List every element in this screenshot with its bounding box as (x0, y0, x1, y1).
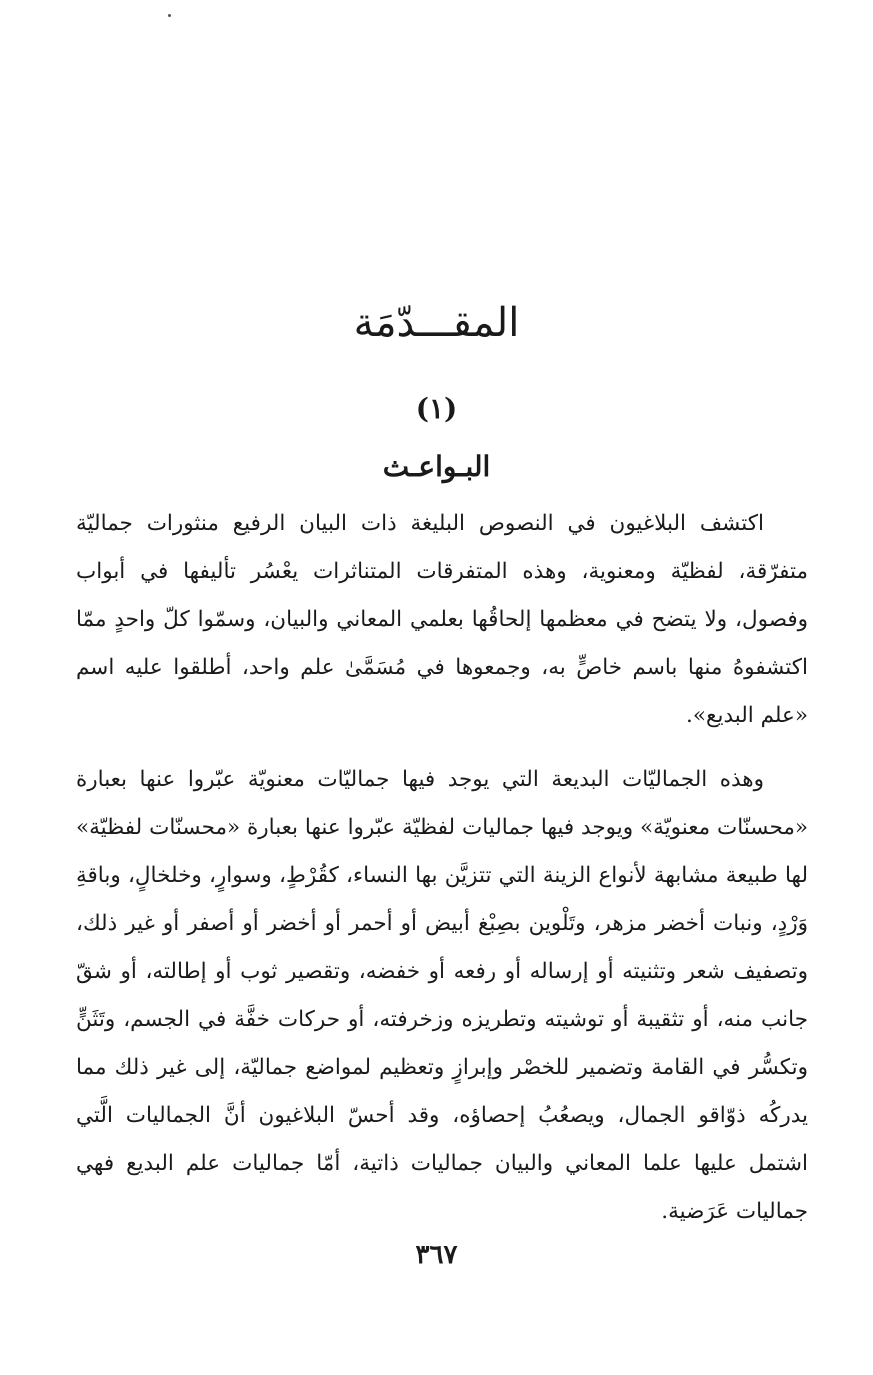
body-text (76, 500, 808, 1236)
page-number: ٣٦٧ (415, 1240, 458, 1270)
corner-dot (168, 14, 171, 17)
section-title: البـواعـث (382, 450, 491, 483)
section-number: (١) (415, 392, 458, 425)
chapter-title: المقـــدّمَة (353, 300, 520, 346)
paragraph-2: وهذه الجماليّات البديعة التي يوجد فيها جماليّات معنويّة عبّروا عنها بعبارة «محسنّات معنويّة» ويوجد فيها جماليات لفظيّة عبّروا عنها بعبارة «محسنّات لفظيّة» لها طبيعة مشابهة لأنواع الزينة التي تتزيَّن بها النساء، كقُرْطٍ، وسوارٍ، وخلخالٍ، وباقةِ وَرْدٍ، ونبات أخضر مزهر، وتَلْوين بصِبْغ أبيض أو أحمر أو أخضر أو أصفر أو غير ذلك، وتصفيف شعر وتثنيته أو إرساله أو رفعه أو خفضه، وتقصير ثوب أو إطالته، أو شقّ جانب منه، أو تثقيبة أو توشيته وتطريزه وزخرفته، أو حركات خفَّة في الجسم، وتَثَنٍّ وتكسُّر في القامة وتضمير للخصْر وإبرازٍ وتعظيم لمواضع جماليّة، إلى غير ذلك مما يدركُه ذوّاقو الجمال، ويصعُبُ إحصاؤه، وقد أحسّ البلاغيون أنَّ الجماليات الَّتي اشتمل عليها علما المعاني والبيان جماليات ذاتية، أمّا جماليات علم البديع فهي جماليات عَرَضية. (76, 767, 808, 1224)
paragraph-1: اكتشف البلاغيون في النصوص البليغة ذات البيان الرفيع منثورات جماليّة متفرّقة، لفظيّة ومعنوية، وهذه المتفرقات المتناثرات يعْسُر تأليفها في أبواب وفصول، ولا يتضح في معظمها إلحاقُها بعلمي المعاني والبيان، وسمّوا كلّ واحدٍ ممّا اكتشفوهُ منها باسم خاصٍّ به، وجمعوها في مُسَمَّىٰ علم واحد، أطلقوا عليه اسم «علم البديع». (76, 511, 808, 728)
